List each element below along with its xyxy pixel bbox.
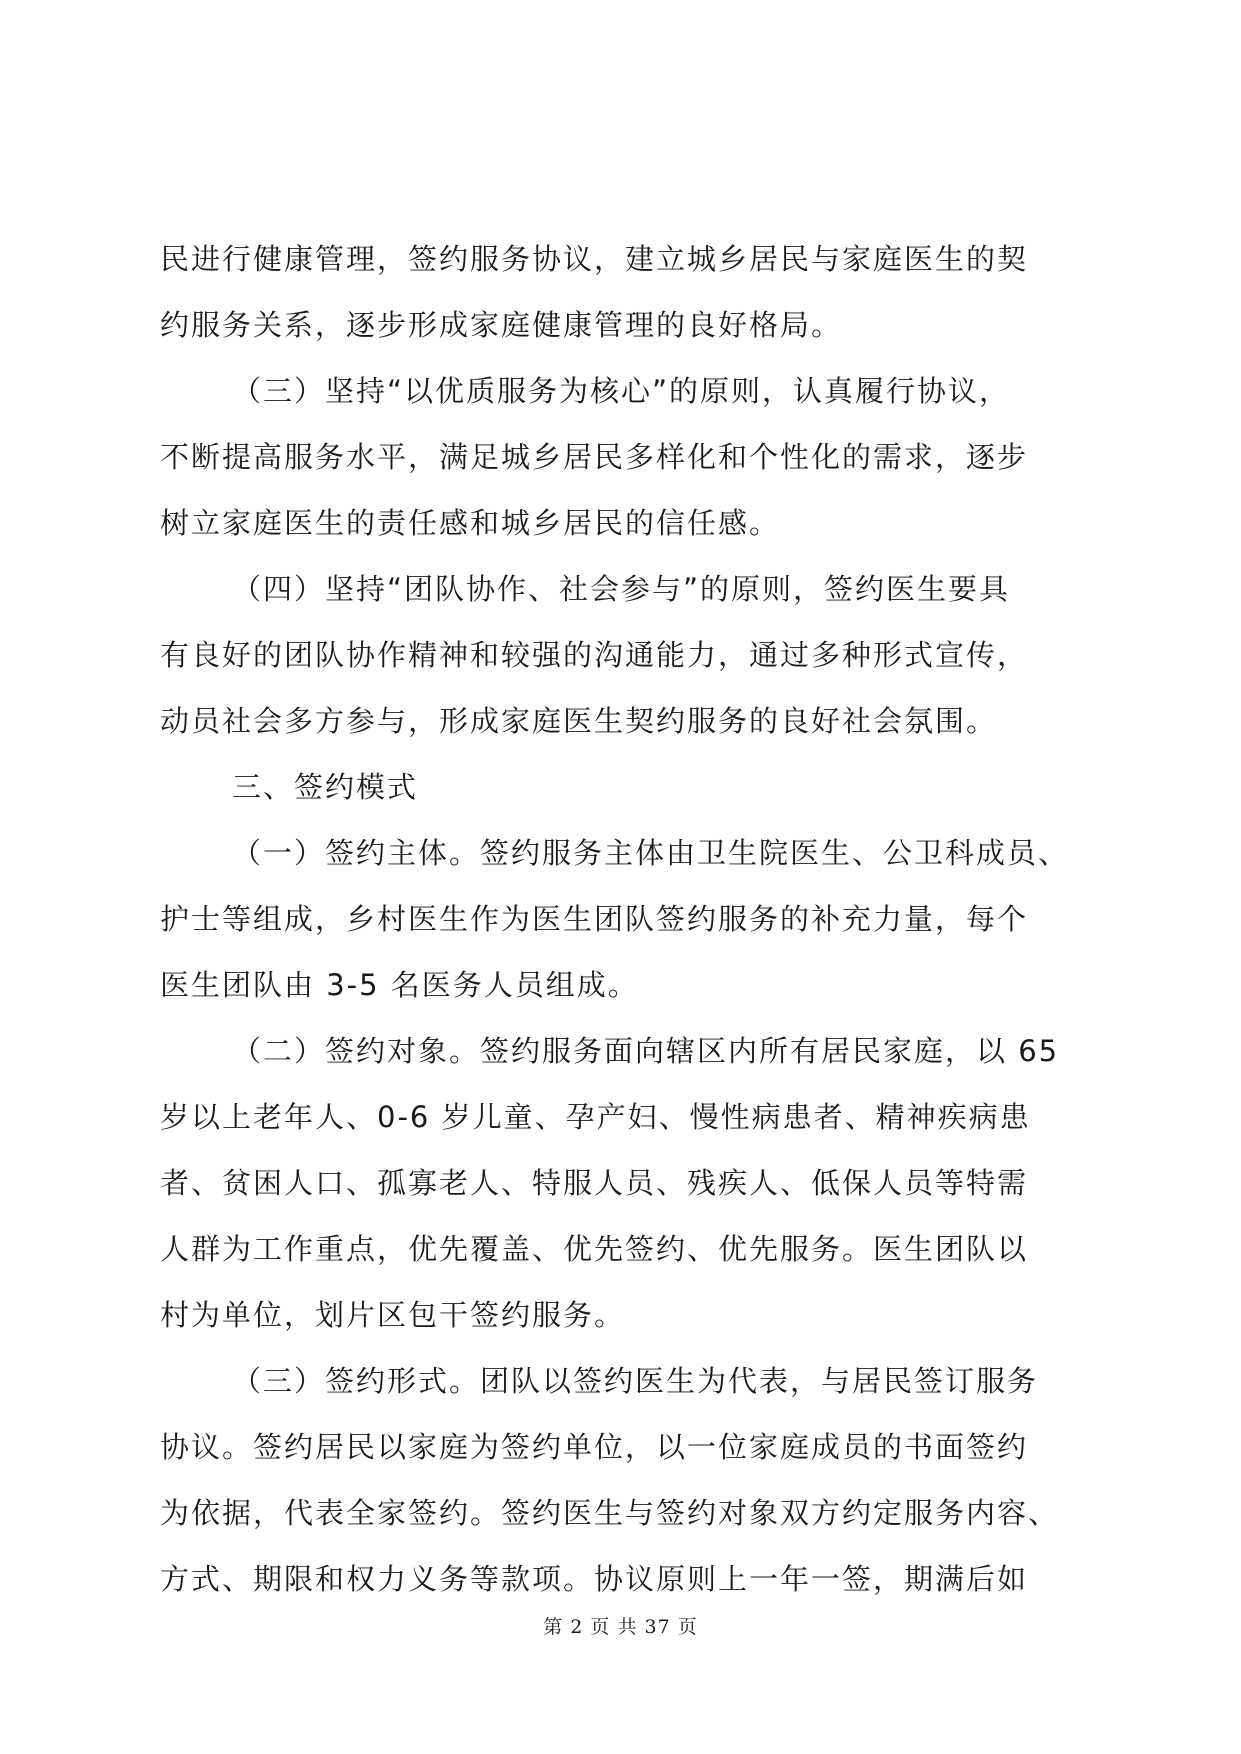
paragraph-start-line: （一）签约主体。签约服务主体由卫生院医生、公卫科成员、 [232,836,1070,870]
body-line: 岁以上老年人、0-6 岁儿童、孕产妇、慢性病患者、精神疾病患 [160,1100,1031,1134]
page-number-label: 第 2 页 共 37 页 [543,1616,698,1638]
paragraph-start-line: （二）签约对象。签约服务面向辖区内所有居民家庭，以 65 [232,1034,1060,1068]
body-line: 者、贫困人口、孤寡老人、特服人员、残疾人、低保人员等特需 [160,1166,1029,1200]
body-line: 方式、期限和权力义务等款项。协议原则上一年一签，期满后如 [160,1562,1029,1596]
section-heading: 三、签约模式 [232,770,419,804]
body-line: 为依据，代表全家签约。签约医生与签约对象双方约定服务内容、 [160,1496,1060,1530]
body-line: 有良好的团队协作精神和较强的沟通能力，通过多种形式宣传， [160,638,1029,672]
document-body [160,226,1095,1612]
body-line: 人群为工作重点，优先覆盖、优先签约、优先服务。医生团队以 [160,1232,1029,1266]
body-line: 村为单位，划片区包干签约服务。 [160,1298,626,1332]
paragraph-start-line: （三）坚持“以优质服务为核心”的原则，认真履行协议， [232,374,1011,408]
body-line: 不断提高服务水平，满足城乡居民多样化和个性化的需求，逐步 [160,440,1029,474]
page-footer [0,1612,1241,1639]
paragraph-start-line: （四）坚持“团队协作、社会参与”的原则，签约医生要具 [232,572,1011,606]
body-line: 约服务关系，逐步形成家庭健康管理的良好格局。 [160,308,843,342]
body-line: 协议。签约居民以家庭为签约单位，以一位家庭成员的书面签约 [160,1430,1029,1464]
body-line: 护士等组成，乡村医生作为医生团队签约服务的补充力量，每个 [160,902,1029,936]
body-line: 民进行健康管理，签约服务协议，建立城乡居民与家庭医生的契 [160,242,1029,276]
body-line: 医生团队由 3-5 名医务人员组成。 [160,968,639,1002]
body-line: 动员社会多方参与，形成家庭医生契约服务的良好社会氛围。 [160,704,998,738]
body-line: 树立家庭医生的责任感和城乡居民的信任感。 [160,506,781,540]
paragraph-start-line: （三）签约形式。团队以签约医生为代表，与居民签订服务 [232,1364,1039,1398]
